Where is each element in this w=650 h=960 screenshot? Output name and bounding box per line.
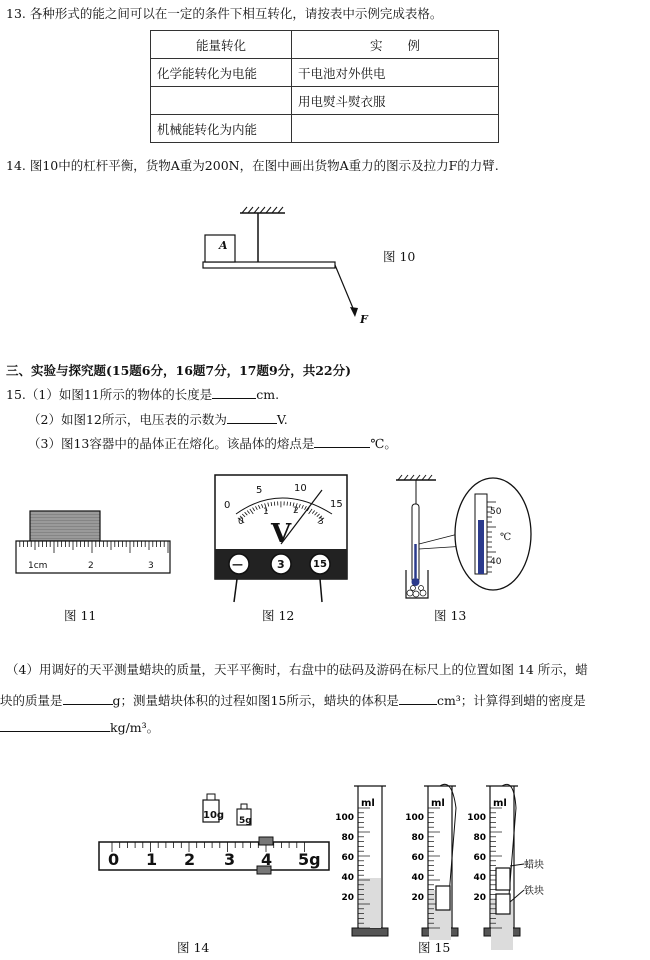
volt-upper-15: 15 (330, 499, 343, 510)
volt-terminal-3: 3 (277, 558, 285, 571)
volt-terminal-minus: — (232, 558, 243, 571)
q15-line3 (28, 435, 397, 452)
q13-cell-conversion-2[interactable] (151, 87, 292, 115)
cyl-scale-label: 100 (467, 813, 486, 823)
cyl-scale-label: 20 (473, 893, 486, 903)
q15-line1-post: cm. (256, 387, 280, 402)
volt-unit: V (271, 519, 292, 549)
volt-terminal-15: 15 (313, 559, 327, 570)
lever-figure (195, 205, 385, 330)
weight-10g: 10g (203, 810, 225, 821)
volt-upper-0: 0 (224, 500, 231, 511)
q15-line5-c: cm³；计算得到蜡的密度是 (436, 693, 586, 708)
q13-table (150, 30, 499, 143)
q15-blank-melting-point[interactable] (314, 435, 370, 448)
cyl-scale-label: 100 (335, 813, 354, 823)
q15-line5 (0, 692, 586, 709)
q13-cell-conversion-1: 化学能转化为电能 (151, 59, 292, 87)
fig11-caption: 图 11 (64, 608, 97, 623)
cylinder-2 (405, 786, 458, 940)
q13-header-conversion: 能量转化 (151, 31, 292, 59)
cyl-scale-label: 100 (405, 813, 424, 823)
cyl-scale-label: 20 (411, 893, 424, 903)
q13-cell-example-2: 用电熨斗熨衣服 (292, 87, 499, 115)
fig12-caption: 图 12 (262, 608, 295, 623)
q13-header-example: 实 例 (292, 31, 499, 59)
ruler-label-1cm: 1cm (28, 561, 48, 571)
thermometer-figure (396, 474, 536, 604)
q15-line1-pre: 15.（1）如图11所示的物体的长度是 (6, 387, 213, 402)
section3-title: 三、实验与探究题(15题6分，16题7分，17题9分，共22分) (6, 363, 352, 378)
balance-figure (96, 790, 332, 890)
cyl-scale-label: 60 (473, 853, 486, 863)
thermo-label-40: 40 (490, 557, 502, 567)
volt-lower-0: 0 (238, 517, 244, 527)
fig10-caption: 图 10 (383, 249, 416, 264)
q13-cell-example-3[interactable] (292, 115, 499, 143)
q15-line5-a: 块的质量是 (0, 693, 63, 708)
cyl-unit-label: ml (493, 798, 507, 809)
q15-line1 (6, 386, 279, 403)
lever-label-a: A (219, 239, 228, 252)
q15-blank-length[interactable] (212, 386, 256, 399)
fig14-caption: 图 14 (177, 940, 210, 955)
q15-blank-density[interactable] (0, 719, 110, 732)
cyl-scale-label: 60 (411, 853, 424, 863)
volt-upper-10: 10 (294, 483, 307, 494)
q14-text: 14. 图10中的杠杆平衡，货物A重为200N，在图中画出货物A重力的图示及拉力F的力臂. (6, 158, 499, 173)
q15-blank-voltage[interactable] (227, 411, 277, 424)
volt-lower-3: 3 (318, 517, 324, 527)
volt-lower-1: 1 (263, 507, 269, 517)
cyl-scale-label: 80 (473, 833, 486, 843)
cylinder-3 (467, 786, 520, 950)
cyl-scale-label: 20 (341, 893, 354, 903)
fig15-caption: 图 15 (418, 940, 451, 955)
q15-blank-volume[interactable] (399, 692, 437, 705)
q13-text: 13. 各种形式的能之间可以在一定的条件下相互转化，请按表中示例完成表格。 (6, 6, 443, 21)
q13-cell-conversion-3: 机械能转化为内能 (151, 115, 292, 143)
q15-line3-pre: （3）图13容器中的晶体正在熔化。该晶体的熔点是 (28, 436, 315, 451)
q15-line4: （4）用调好的天平测量蜡块的质量，天平平衡时，右盘中的砝码及游码在标尺上的位置如图 14 所示，蜡 (6, 662, 588, 677)
cyl-unit-label: ml (431, 798, 445, 809)
thermo-unit: ℃ (500, 532, 512, 543)
q15-line2-pre: （2）如图12所示，电压表的示数为 (28, 412, 227, 427)
fig13-caption: 图 13 (434, 608, 467, 623)
q13-cell-example-1: 干电池对外供电 (292, 59, 499, 87)
q15-line2-post: V. (276, 412, 288, 427)
cylinders-figure (335, 778, 544, 938)
wax-block (496, 868, 510, 890)
cyl-scale-label: 40 (473, 873, 486, 883)
balance-label-1: 1 (146, 850, 158, 869)
balance-label-4: 4 (261, 850, 273, 869)
ruler-label-2: 2 (88, 561, 94, 571)
iron-block (436, 886, 450, 910)
balance-label-5g: 5g (298, 850, 321, 869)
balance-label-0: 0 (108, 850, 120, 869)
q15-blank-mass[interactable] (63, 692, 113, 705)
balance-label-2: 2 (184, 850, 196, 869)
iron-block-2 (496, 894, 510, 914)
iron-label: 铁块 (524, 886, 544, 897)
cyl-scale-label: 40 (341, 873, 354, 883)
weight-5g: 5g (239, 816, 252, 826)
q15-line3-post: ℃。 (370, 436, 397, 451)
cyl-scale-label: 80 (341, 833, 354, 843)
volt-lower-2: 2 (293, 506, 299, 516)
cyl-scale-label: 40 (411, 873, 424, 883)
wax-label: 蜡块 (524, 860, 544, 871)
cyl-scale-label: 60 (341, 853, 354, 863)
volt-upper-5: 5 (256, 485, 263, 496)
lever-label-f: F (360, 313, 368, 326)
balance-label-3: 3 (224, 850, 236, 869)
cylinder-1 (335, 786, 388, 936)
cyl-scale-label: 80 (411, 833, 424, 843)
q15-line5-b: g；测量蜡块体积的过程如图15所示，蜡块的体积是 (112, 693, 399, 708)
q15-line6-post: kg/m³。 (110, 720, 160, 735)
q15-line6 (0, 719, 159, 736)
ruler-label-3: 3 (148, 561, 154, 571)
cyl-unit-label: ml (361, 798, 375, 809)
thermo-label-50: 50 (490, 507, 502, 517)
q15-line2 (28, 411, 288, 428)
